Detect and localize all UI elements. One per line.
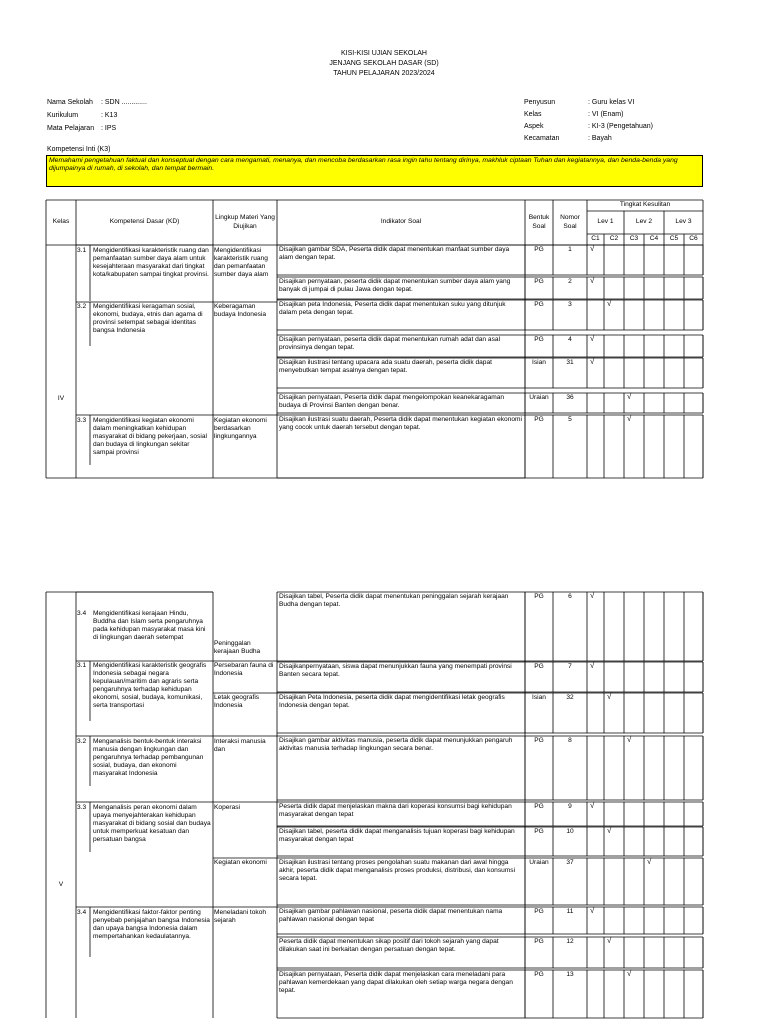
bentuk-cell: PG [534, 593, 544, 600]
table2-kd-no: 3.1 [77, 662, 87, 669]
bentuk-cell: PG [534, 278, 544, 285]
table1-kd-text: Mengidentifikasi kegiatan ekonomi dalam meningkatkan kehidupan masyarakat di bidang pekerjaan, sosial dan budaya di lingkungan sekitar sampai provinsi [93, 417, 207, 457]
bentuk-cell: PG [534, 663, 544, 670]
meta-district: Kecamatan : Bayah [524, 135, 612, 142]
th-kd: Kompetensi Dasar (KD) [109, 218, 180, 226]
th-lev3: Lev 3 [675, 218, 692, 226]
indikator-cell: Peserta didik dapat menentukan sikap positif dari tokoh sejarah yang dapat dilakukan saat ini berkaitan dengan persatuan dengan tepat. [279, 938, 499, 954]
table2-lingkup: Koperasi [214, 804, 241, 811]
table2-lingkup: Interaksi manusia dan [214, 738, 266, 754]
bentuk-cell: PG [534, 336, 544, 343]
indikator-cell: Disajikan ilustrasi tentang proses pengolahan suatu makanan dari awal hingga akhir, peserta didik dapat menganalisis proses produksi, distribusi, dan konsumsi secara tepat. [279, 859, 516, 883]
table1-kelas: IV [57, 394, 65, 402]
indikator-cell: Disajikan pernyataan, Peserta didik dapat mengelompokan keanekaragaman budaya di Provinsi Banten dengan benar. [279, 394, 505, 410]
table2-kd-text: Mengidentifikasi faktor-faktor penting penyebab penjajahan bangsa Indonesia dan upaya bangsa Indonesia dalam mempertahankan kedaulatannya. [93, 909, 210, 941]
nomor-cell: 1 [568, 246, 572, 253]
th-tingkat: Tingkat Kesulitan [619, 201, 671, 209]
table2-kd-text: Menganalisis bentuk-bentuk interaksi manusia dengan lingkungan dan pengaruhnya terhadap pembangunan sosial, budaya, dan ekonomi masyarakat Indonesia [93, 738, 204, 778]
th-lingkup: Lingkup Materi Yang Diujikan [215, 214, 275, 230]
doc-title-line1: KISI-KISI UJIAN SEKOLAH [341, 50, 427, 57]
th-kelas: Kelas [52, 218, 70, 226]
meta-aspect: Aspek : KI-3 (Pengetahuan) [524, 123, 653, 130]
nomor-cell: 2 [568, 278, 572, 285]
table1-kd-no: 3.2 [77, 303, 87, 310]
th-c4: C4 [649, 235, 659, 243]
indikator-cell: Disajikan pernyataan, Peserta didik dapat menjelaskan cara meneladani para pahlawan kemerdekaan yang dapat dilakukan oleh setiap warga negara dengan tepat. [279, 971, 513, 995]
th-c6: C6 [689, 235, 698, 243]
indikator-cell: Disajikan peta Indonesia, Peserta didik dapat menentukan suku yang ditunjuk dalam peta dengan tepat. [279, 301, 506, 317]
meta-subject: Mata Pelajaran : IPS [47, 125, 117, 132]
indikator-cell: Disajikan tabel, Peserta didik dapat menentukan peninggalan sejarah kerajaan Budha dengan tepat. [279, 593, 509, 609]
indikator-cell: Disajikan gambar aktivitas manusia, peserta didik dapat menunjukkan pengaruh aktivitas manusia terhadap lingkungan secara benar. [279, 737, 513, 753]
nomor-cell: 36 [566, 394, 574, 401]
th-c2: C2 [609, 235, 619, 243]
table2-lingkup: Kegiatan ekonomi [214, 859, 267, 866]
nomor-cell: 32 [566, 694, 574, 701]
nomor-cell: 9 [568, 803, 572, 810]
nomor-cell: 31 [566, 359, 574, 366]
check-mark: √ [627, 735, 632, 744]
indikator-cell: Disajikan ilustrasi suatu daerah, Peserta didik dapat menentukan kegiatan ekonomi yang cocok untuk daerah tersebut dengan tepat. [279, 416, 523, 432]
bentuk-cell: Uraian [529, 859, 549, 866]
indikator-cell: Disajikanpernyataan, siswa dapat menunjukkan fauna yang menempati provinsi Banten secara tepat. [279, 663, 512, 679]
check-mark: √ [590, 591, 595, 600]
table2-kd-no: 3.3 [77, 804, 87, 811]
meta-school: Nama Sekolah : SDN ............. [47, 99, 147, 106]
table1-kd-no: 3.1 [77, 247, 87, 254]
check-mark: √ [627, 969, 632, 978]
table1-lingkup: Keberagaman budaya Indonesia [214, 303, 267, 319]
th-c5: C5 [669, 235, 679, 243]
indikator-cell: Disajikan Peta Indonesia, peserta didik dapat mengidentifikasi letak geografis Indonesia dengan tepat. [279, 694, 505, 710]
table2-kd-text: Menganalisis peran ekonomi dalam upaya menyejahterakan kehidupan masyarakat di bidang sosial dan budaya untuk memperkuat kesatuan dan persatuan bangsa [93, 804, 211, 844]
check-mark: √ [590, 661, 595, 670]
check-mark: √ [590, 801, 595, 810]
th-c3: C3 [629, 235, 639, 243]
nomor-cell: 37 [566, 859, 574, 866]
doc-title-line2: JENJANG SEKOLAH DASAR (SD) [329, 60, 439, 67]
th-bentuk: Bentuk Soal [528, 214, 550, 230]
bentuk-cell: PG [534, 828, 544, 835]
table1-lingkup: Mengidentifikasi karakteristik ruang dan pemanfaatan sumber daya alam [214, 247, 269, 279]
table2-kd-no: 3.4 [77, 909, 87, 916]
bentuk-cell: Uraian [529, 394, 549, 401]
check-mark: √ [607, 826, 612, 835]
check-mark: √ [627, 414, 632, 423]
th-c1: C1 [591, 235, 600, 243]
nomor-cell: 7 [568, 663, 572, 670]
table2-kd-no: 3.2 [77, 738, 87, 745]
bentuk-cell: PG [534, 737, 544, 744]
bentuk-cell: PG [534, 803, 544, 810]
nomor-cell: 11 [566, 908, 574, 915]
table1-lingkup: Kegiatan ekonomi berdasarkan lingkungannya [214, 417, 267, 441]
th-lev1: Lev 1 [597, 218, 614, 226]
nomor-cell: 10 [566, 828, 574, 835]
nomor-cell: 4 [568, 336, 572, 343]
nomor-cell: 13 [566, 971, 574, 978]
nomor-cell: 3 [568, 301, 572, 308]
table1-kd-text: Mengidentifikasi karakteristik ruang dan pemanfaatan sumber daya alam untuk kesejahteraan masyarakat dari tingkat kota/kabupaten sampai tingkat provinsi. [93, 247, 209, 279]
table1-kd-text: Mengidentifikasi keragaman sosial, ekonomi, budaya, etnis dan agama di provinsi setempat sebagai identitas bangsa Indonesia [93, 303, 203, 335]
check-mark: √ [607, 936, 612, 945]
bentuk-cell: PG [534, 416, 544, 423]
table2-lingkup: Peninggalan kerajaan Budha [214, 640, 261, 656]
check-mark: √ [590, 357, 595, 366]
table2-lingkup: Letak geografis Indonesia [214, 694, 260, 710]
indikator-cell: Disajikan pernyataan, peserta didik dapat menentukan rumah adat dan asal provinsinya dengan tepat. [279, 336, 501, 352]
bentuk-cell: PG [534, 971, 544, 978]
check-mark: √ [590, 276, 595, 285]
th-nomor: Nomor Soal [560, 214, 580, 230]
table2-kd-text: Mengidentifikasi karakteristik geografis Indonesia sebagai negara kepulauan/maritim dan agraris serta pengaruhnya terhadap kehidupan ekonomi, sosial, budaya, komunikasi, serta transportasi [93, 662, 207, 710]
nomor-cell: 5 [568, 416, 572, 423]
indikator-cell: Peserta didik dapat menjelaskan makna dari koperasi konsumsi bagi kehidupan masyarakat dengan tepat [279, 803, 512, 819]
ki-text: Memahami pengetahuan faktual dan konseptual dengan cara mengamati, menanya, dan mencoba berdasarkan rasa ingin tahu tentang dirinya, makhluk ciptaan Tuhan dan kegiatannya, dan benda-benda yang dijumpainya di rumah, di sekolah, dan tempat bermain. [46, 155, 703, 187]
table2-kd-text: Mengidentifikasi kerajaan Hindu, Buddha dan Islam serta pengaruhnya pada kehidupan masyarakat masa kini di lingkungan daerah setempat [93, 610, 206, 642]
nomor-cell: 6 [568, 593, 572, 600]
table1-kd-no: 3.3 [77, 417, 87, 424]
nomor-cell: 8 [568, 737, 572, 744]
check-mark: √ [607, 692, 612, 701]
indikator-cell: Disajikan gambar pahlawan nasional, peserta didik dapat menentukan nama pahlawan nasional dengan tepat [279, 908, 503, 924]
ki-label: Kompetensi Inti (K3) [47, 146, 111, 153]
bentuk-cell: Isian [532, 359, 546, 366]
bentuk-cell: PG [534, 246, 544, 253]
indikator-cell: Disajikan tabel, peserta didik dapat menganalisis tujuan koperasi bagi kehidupan masyarakat dengan tepat [279, 828, 515, 844]
table2-kelas: V [58, 880, 64, 888]
table2-kd-no: 3.4 [77, 610, 87, 617]
check-mark: √ [607, 299, 612, 308]
check-mark: √ [590, 334, 595, 343]
check-mark: √ [627, 392, 632, 401]
indikator-cell: Disajikan pernyataan, peserta didik dapat menentukan sumber daya alam yang banyak di jumpai di pulau Jawa dengan tepat. [279, 278, 511, 294]
table2-lingkup: Meneladani tokoh sejarah [214, 909, 267, 925]
indikator-cell: Disajikan ilustrasi tentang upacara ada suatu daerah, peserta didik dapat menyebutkan tempat asalnya dengan tepat. [279, 359, 492, 375]
check-mark: √ [647, 857, 652, 866]
meta-class: Kelas : VI (Enam) [524, 111, 624, 118]
bentuk-cell: PG [534, 908, 544, 915]
doc-title-line3: TAHUN PELAJARAN 2023/2024 [333, 70, 435, 77]
bentuk-cell: PG [534, 301, 544, 308]
bentuk-cell: Isian [532, 694, 546, 701]
th-indikator: Indikator Soal [380, 218, 422, 226]
th-lev2: Lev 2 [635, 218, 653, 226]
table2-lingkup: Persebaran fauna di Indonesia [214, 662, 274, 678]
check-mark: √ [590, 244, 595, 253]
check-mark: √ [590, 906, 595, 915]
meta-curriculum: Kurikulum : K13 [47, 112, 118, 119]
bentuk-cell: PG [534, 938, 544, 945]
meta-author: Penyusun : Guru kelas VI [524, 99, 635, 106]
indikator-cell: Disajikan gambar SDA, Peserta didik dapat menentukan manfaat sumber daya alam dengan tepat. [279, 246, 510, 262]
nomor-cell: 12 [566, 938, 574, 945]
